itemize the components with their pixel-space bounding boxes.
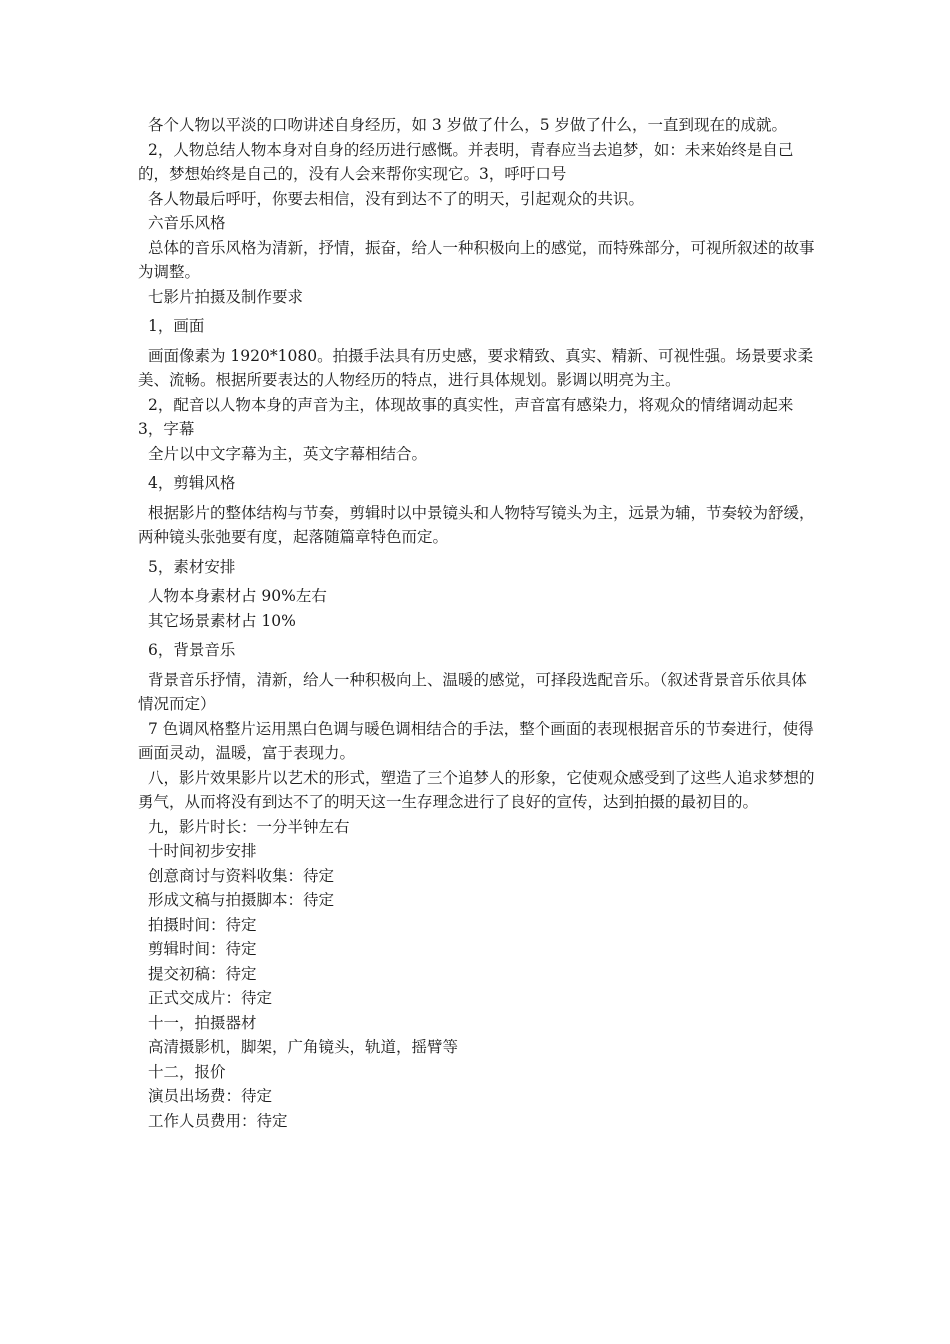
schedule-item: 正式交成片：待定 bbox=[148, 989, 273, 1007]
paragraph-equipment: 高清摄影机，脚架，广角镜头，轨道，摇臂等 bbox=[148, 1038, 459, 1056]
paragraph-music-style: 总体的音乐风格为清新，抒情，振奋，给人一种积极向上的感觉，而特殊部分，可视所叙述的故事为调整。 bbox=[138, 238, 815, 281]
heading-equipment: 十一，拍摄器材 bbox=[148, 1013, 257, 1032]
heading-quotation: 十二，报价 bbox=[148, 1062, 226, 1081]
heading-music-style: 六音乐风格 bbox=[148, 214, 226, 232]
schedule-item: 剪辑时间：待定 bbox=[148, 940, 257, 958]
paragraph-film-effect: 八，影片效果影片以艺术的形式，塑造了三个追梦人的形象，它使观众感受到了这些人追求梦想的勇气，从而将没有到达不了的明天这一生存理念进行了良好的宣传，达到拍摄的最初目的。 bbox=[138, 768, 815, 811]
heading-schedule: 十时间初步安排 bbox=[148, 842, 257, 860]
schedule-item: 提交初稿：待定 bbox=[148, 964, 257, 983]
heading-background-music: 6，背景音乐 bbox=[148, 641, 236, 659]
heading-editing-style: 4，剪辑风格 bbox=[148, 474, 236, 492]
heading-material: 5，素材安排 bbox=[148, 557, 236, 576]
document-page bbox=[138, 113, 820, 1133]
paragraph-material-people: 人物本身素材占 90%左右 bbox=[148, 587, 327, 605]
paragraph-narration: 各个人物以平淡的口吻讲述自身经历，如 3 岁做了什么，5 岁做了什么，一直到现在的成就。 bbox=[148, 116, 788, 134]
heading-production-requirements: 七影片拍摄及制作要求 bbox=[148, 287, 304, 306]
paragraph-subtitles: 全片以中文字幕为主，英文字幕相结合。 bbox=[148, 444, 428, 463]
paragraph-material-scenes: 其它场景素材占 10% bbox=[148, 611, 296, 630]
schedule-item: 创意商讨与资料收集：待定 bbox=[148, 866, 335, 885]
paragraph-picture: 画面像素为 1920*1080。拍摄手法具有历史感，要求精致、真实、精新、可视性强。场景要求柔美、流畅。根据所要表达的人物经历的特点，进行具体规划。影调以明亮为主。 bbox=[138, 346, 814, 389]
paragraph-summary: 2，人物总结人物本身对自身的经历进行感慨。并表明，青春应当去追梦，如：未来始终是自己的，梦想始终是自己的，没有人会来帮你实现它。3，呼吁口号 bbox=[138, 140, 794, 183]
heading-picture: 1，画面 bbox=[148, 317, 205, 335]
paragraph-color-style: 7 色调风格整片运用黑白色调与暖色调相结合的手法，整个画面的表现根据音乐的节奏进行，使得画面灵动，温暖，富于表现力。 bbox=[138, 719, 814, 762]
paragraph-voiceover: 2，配音以人物本身的声音为主，体现故事的真实性，声音富有感染力，将观众的情绪调动起来 3，字幕 bbox=[138, 395, 794, 438]
paragraph-background-music: 背景音乐抒情，清新，给人一种积极向上、温暖的感觉，可择段选配音乐。（叙述背景音乐依具体情况而定） bbox=[138, 670, 807, 713]
paragraph-editing-style: 根据影片的整体结构与节奏，剪辑时以中景镜头和人物特写镜头为主，远景为辅，节奏较为舒缓，两种镜头张弛要有度，起落随篇章特色而定。 bbox=[138, 503, 815, 546]
paragraph-slogan: 各人物最后呼吁，你要去相信，没有到达不了的明天，引起观众的共识。 bbox=[148, 189, 645, 208]
paragraph-duration: 九，影片时长：一分半钟左右 bbox=[148, 817, 350, 836]
schedule-item: 拍摄时间：待定 bbox=[148, 915, 257, 934]
quotation-item: 演员出场费：待定 bbox=[148, 1087, 273, 1105]
quotation-item: 工作人员费用：待定 bbox=[148, 1111, 288, 1130]
schedule-item: 形成文稿与拍摄脚本：待定 bbox=[148, 891, 335, 909]
